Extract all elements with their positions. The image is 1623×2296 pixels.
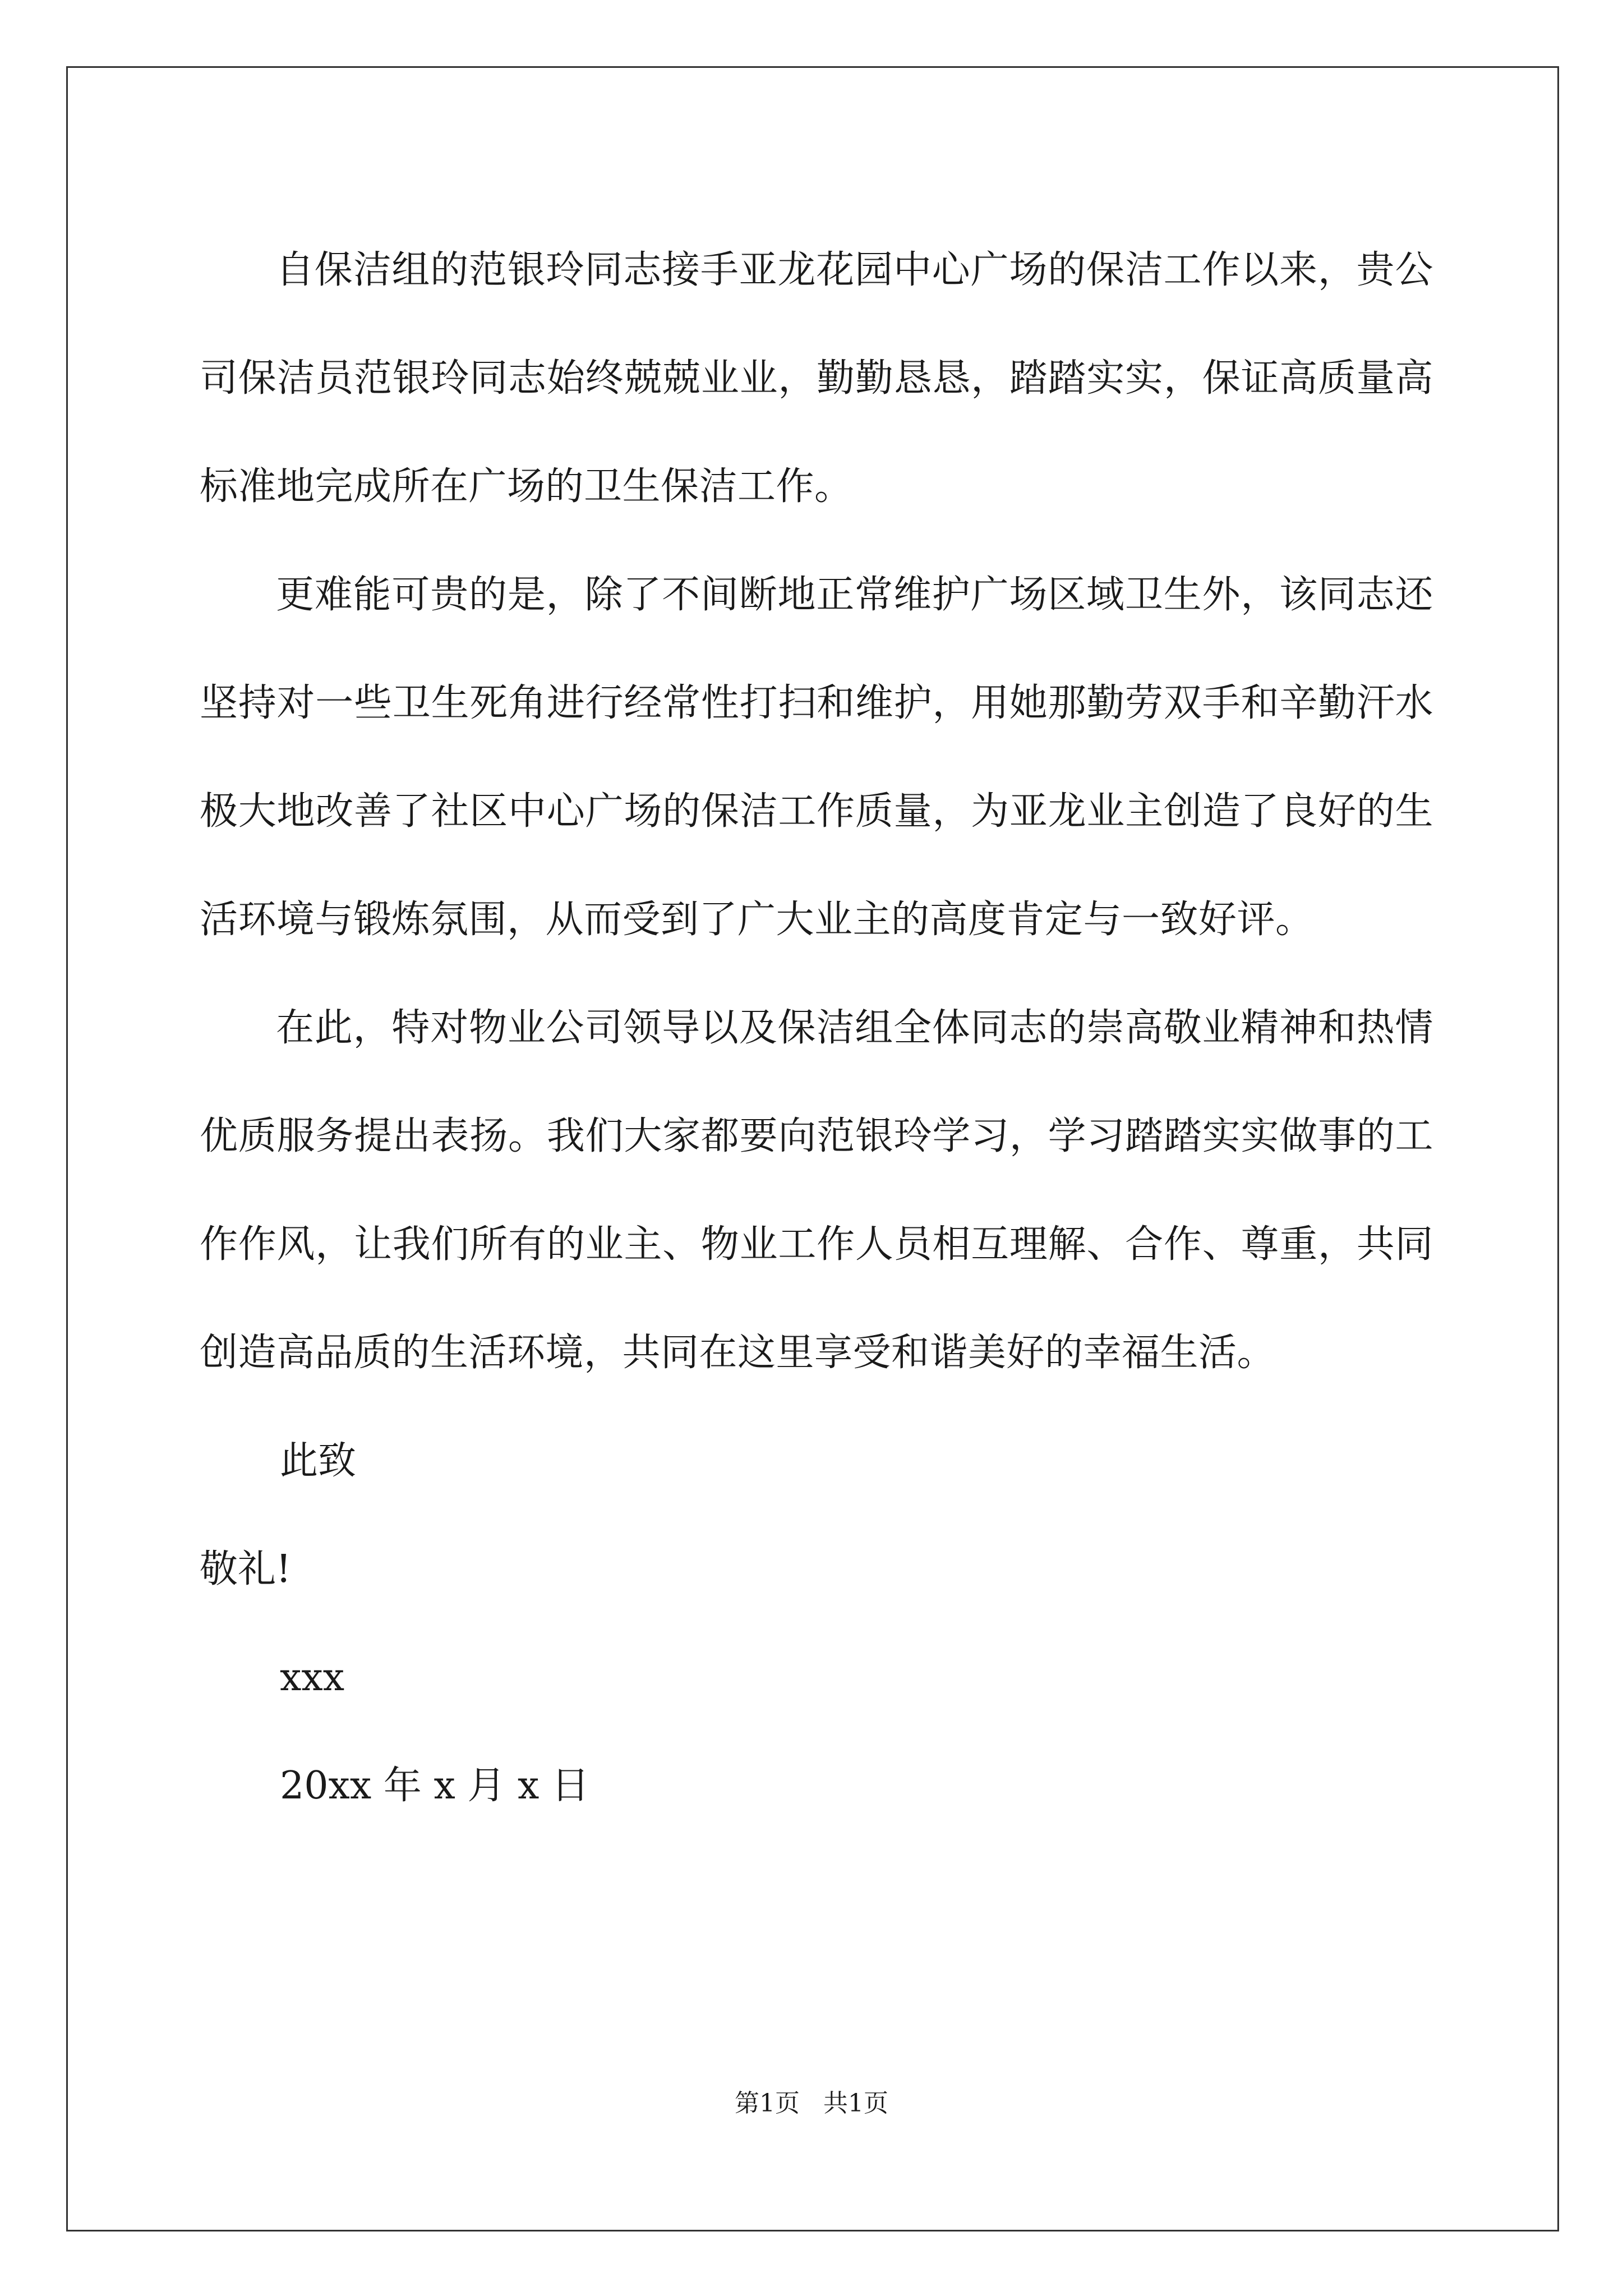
salute-line: 敬礼! (200, 1547, 292, 1591)
letter-body (200, 216, 1433, 1840)
page-number-current: 第1页 (735, 2089, 800, 2118)
signature: xxx (280, 1655, 345, 1700)
page-footer (0, 2087, 1623, 2120)
paragraph-2: 更难能可贵的是，除了不间断地正常维护广场区域卫生外，该同志还坚持对一些卫生死角进行经常性打扫和维护，用她那勤劳双手和辛勤汗水极大地改善了社区中心广场的保洁工作质量，为亚龙业主创造了良好的生活环境与锻炼氛围，从而受到了广大业主的高度肯定与一致好评。 (200, 573, 1433, 942)
page-number-total: 共1页 (823, 2089, 888, 2118)
date-line: 20xx 年 x 月 x 日 (280, 1764, 590, 1808)
closing-line: 此致 (280, 1439, 357, 1483)
paragraph-3: 在此，特对物业公司领导以及保洁组全体同志的崇高敬业精神和热情优质服务提出表扬。我们大家都要向范银玲学习，学习踏踏实实做事的工作作风，让我们所有的业主、物业工作人员相互理解、合作、尊重，共同创造高品质的生活环境，共同在这里享受和谐美好的幸福生活。 (200, 1006, 1433, 1375)
paragraph-1: 自保洁组的范银玲同志接手亚龙花园中心广场的保洁工作以来，贵公司保洁员范银玲同志始终兢兢业业，勤勤恳恳，踏踏实实，保证高质量高标准地完成所在广场的卫生保洁工作。 (200, 248, 1433, 509)
